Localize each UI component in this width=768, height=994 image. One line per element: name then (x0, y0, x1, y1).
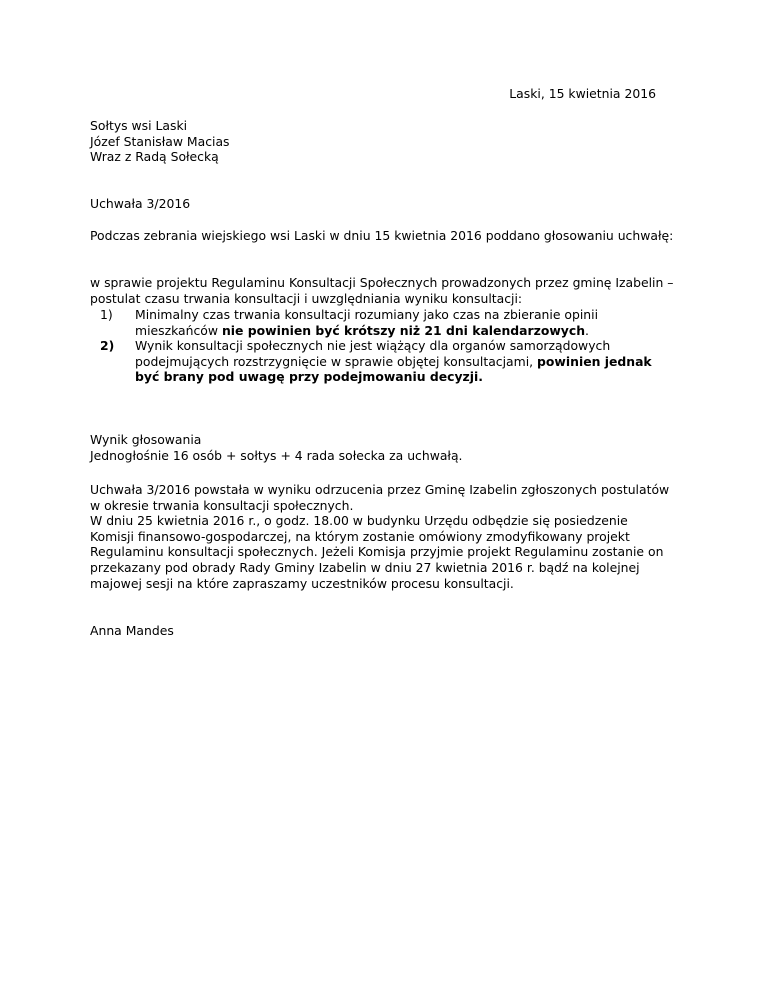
recipient-block (90, 118, 230, 165)
info-paragraph (90, 482, 669, 591)
paragraph-line: majowej sesji na które zapraszamy uczestników procesu konsultacji. (90, 575, 514, 591)
paragraph-line: Komisji finansowo-gospodarczej, na którym zostanie omówiony zmodyfikowany projekt (90, 528, 630, 544)
recipient-line: Józef Stanisław Macias (90, 133, 230, 149)
resolution-subject (90, 275, 673, 306)
postulate-list (90, 307, 690, 385)
paragraph-line: w okresie trwania konsultacji społecznych. (90, 497, 354, 513)
vote-heading: Wynik głosowania (90, 432, 202, 447)
list-item-emphasis: powinien jednak (537, 353, 652, 369)
intro-text: Podczas zebrania wiejskiego wsi Laski w dniu 15 kwietnia 2016 poddano głosowaniu uchwałę: (90, 228, 674, 243)
list-item-text: mieszkańców (135, 322, 222, 338)
list-item-text: . (585, 322, 589, 338)
list-item-line (135, 354, 690, 370)
list-item-emphasis: nie powinien być krótszy niż 21 dni kalendarzowych (221, 322, 586, 338)
list-item-number: 1) (100, 307, 113, 322)
signature-name: Anna Mandes (90, 623, 174, 638)
vote-result-block (90, 432, 463, 463)
recipient-line: Wraz z Radą Sołecką (90, 149, 219, 165)
subject-line: w sprawie projektu Regulaminu Konsultacji Społecznych prowadzonych przez gminę Izabelin – (90, 275, 674, 290)
resolution-title: Uchwała 3/2016 (90, 196, 191, 211)
list-item-line: Minimalny czas trwania konsultacji rozumiany jako czas na zbieranie opinii (135, 307, 599, 322)
list-item-line (135, 323, 690, 339)
recipient-line: Sołtys wsi Laski (90, 118, 188, 133)
list-item (90, 338, 690, 385)
list-item-line (135, 369, 690, 385)
list-item (90, 307, 690, 338)
list-item-number: 2) (100, 338, 115, 354)
vote-result: Jednogłośnie 16 osób + sołtys + 4 rada sołecka za uchwałą. (90, 447, 463, 463)
paragraph-line: Regulaminu konsultacji społecznych. Jeżeli Komisja przyjmie projekt Regulaminu zostanie on (90, 544, 664, 560)
subject-line: postulat czasu trwania konsultacji i uwzględniania wyniku konsultacji: (90, 290, 523, 306)
list-item-line: Wynik konsultacji społecznych nie jest wiążący dla organów samorządowych (135, 338, 611, 354)
date-line: Laski, 15 kwietnia 2016 (509, 86, 656, 101)
list-item-emphasis: być brany pod uwagę przy podejmowaniu decyzji. (135, 369, 483, 385)
paragraph-line: W dniu 25 kwietnia 2016 r., o godz. 18.00 w budynku Urzędu odbędzie się posiedzenie (90, 513, 628, 529)
paragraph-line: Uchwała 3/2016 powstała w wyniku odrzucenia przez Gminę Izabelin zgłoszonych postulatów (90, 482, 670, 497)
paragraph-line: przekazany pod obrady Rady Gminy Izabelin w dniu 27 kwietnia 2016 r. bądź na kolejnej (90, 559, 640, 575)
list-item-text: podejmujących rozstrzygnięcie w sprawie objętej konsultacjami, (135, 353, 538, 369)
